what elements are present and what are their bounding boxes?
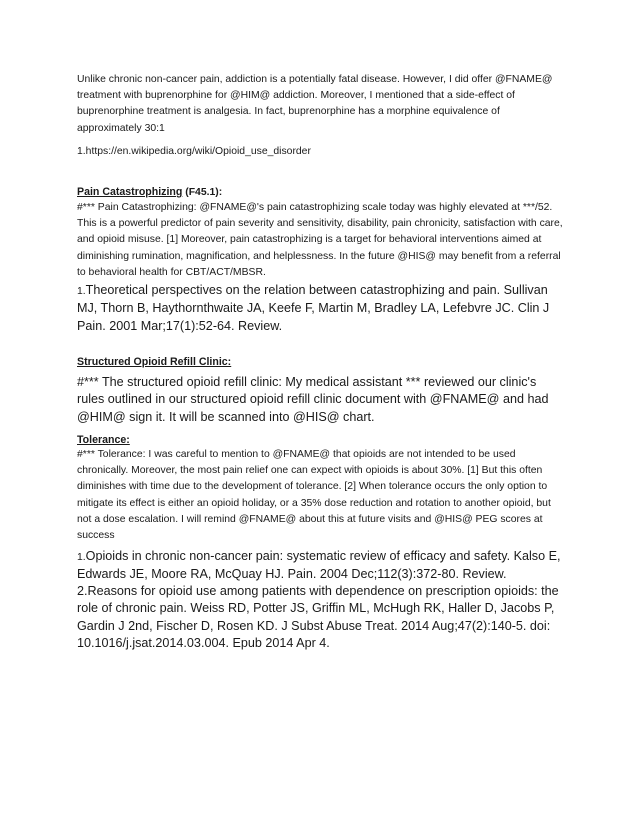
intro-reference: 1.https://en.wikipedia.org/wiki/Opioid_use_disorder [77, 146, 311, 157]
catastrophizing-heading-line [77, 184, 567, 201]
catastrophizing-reference [77, 282, 567, 335]
intro-paragraph: Unlike chronic non-cancer pain, addiction is a potentially fatal disease. However, I did offer @FNAME@ treatment with buprenorphine for @HIM@ addiction. Moreover, I mentioned that a side-effect of buprenorphine treatment is analgesia. In fact, buprenorphine has a morphine equivalence of approximately 30:1 [77, 74, 553, 134]
tolerance-reference-1 [77, 548, 567, 584]
tolerance-body: #*** Tolerance: I was careful to mention to @FNAME@ that opioids are not intended to be used chronically. Moreover, the most pain relief one can expect with opioids is about 30%. [1] But this often diminishes with time due to the development of tolerance. [2] When tolerance occurs the only option to mitigate its effect is either an opioid holiday, or a 35% dose reduction and rotation to another opioid, but not a dose escalation. I will remind @FNAME@ about this at future visits and @HIS@ PEG scores at success [77, 449, 551, 542]
refill-heading-line [77, 354, 567, 371]
tolerance-ref1-text: Opioids in chronic non-cancer pain: systematic review of efficacy and safety. Kalso E, Edwards JE, Moore RA, McQuay HJ. Pain. 2004 Dec;112(3):372-80. Review. [77, 549, 561, 582]
catastrophizing-ref-number: 1. [77, 286, 86, 297]
refill-clinic-body: #*** The structured opioid refill clinic: My medical assistant *** reviewed our clinic's rules outlined in our structured opioid refill clinic document with @FNAME@ and had @HIM@ sign it. It will be scanned into @HIS@ chart. [77, 375, 549, 424]
tolerance-reference-2: 2.Reasons for opioid use among patients with dependence on prescription opioids: the role of chronic pain. Weiss RD, Potter JS, Griffin ML, McHugh RK, Haller D, Jacobs P, Gardin J 2nd, Fischer D, Rosen KD. J Subst Abuse Treat. 2014 Aug;47(2):140-5. doi: 10.1016/j.jsat.2014.03.004. Epub 2014 Apr 4. [77, 584, 559, 651]
tolerance-heading: Tolerance: [77, 434, 130, 446]
refill-clinic-heading: Structured Opioid Refill Clinic: [77, 356, 232, 368]
catastrophizing-heading: Pain Catastrophizing [77, 186, 183, 198]
catastrophizing-ref-text: Theoretical perspectives on the relation between catastrophizing and pain. Sullivan MJ, Thorn B, Haythornthwaite JA, Keefe F, Martin M, Bradley LA, Lefebvre JC. Clin J Pain. 2001 Mar;17(1):52-64. Review. [77, 283, 550, 333]
catastrophizing-code: (F45.1): [185, 187, 223, 198]
tolerance-ref1-number: 1. [77, 552, 86, 563]
catastrophizing-body: #*** Pain Catastrophizing: @FNAME@'s pain catastrophizing scale today was highly elevated at ***/52. This is a powerful predictor of pain severity and sensitivity, disability, pain chronicity, satisfaction with care, and opioid misuse. [1] Moreover, pain catastrophizing is a target for behavioral interventions aimed at diminishing rumination, magnification, and helplessness. In the future @HIS@ may benefit from a referral to behavioral health for CBT/ACT/MBSR. [77, 202, 563, 278]
